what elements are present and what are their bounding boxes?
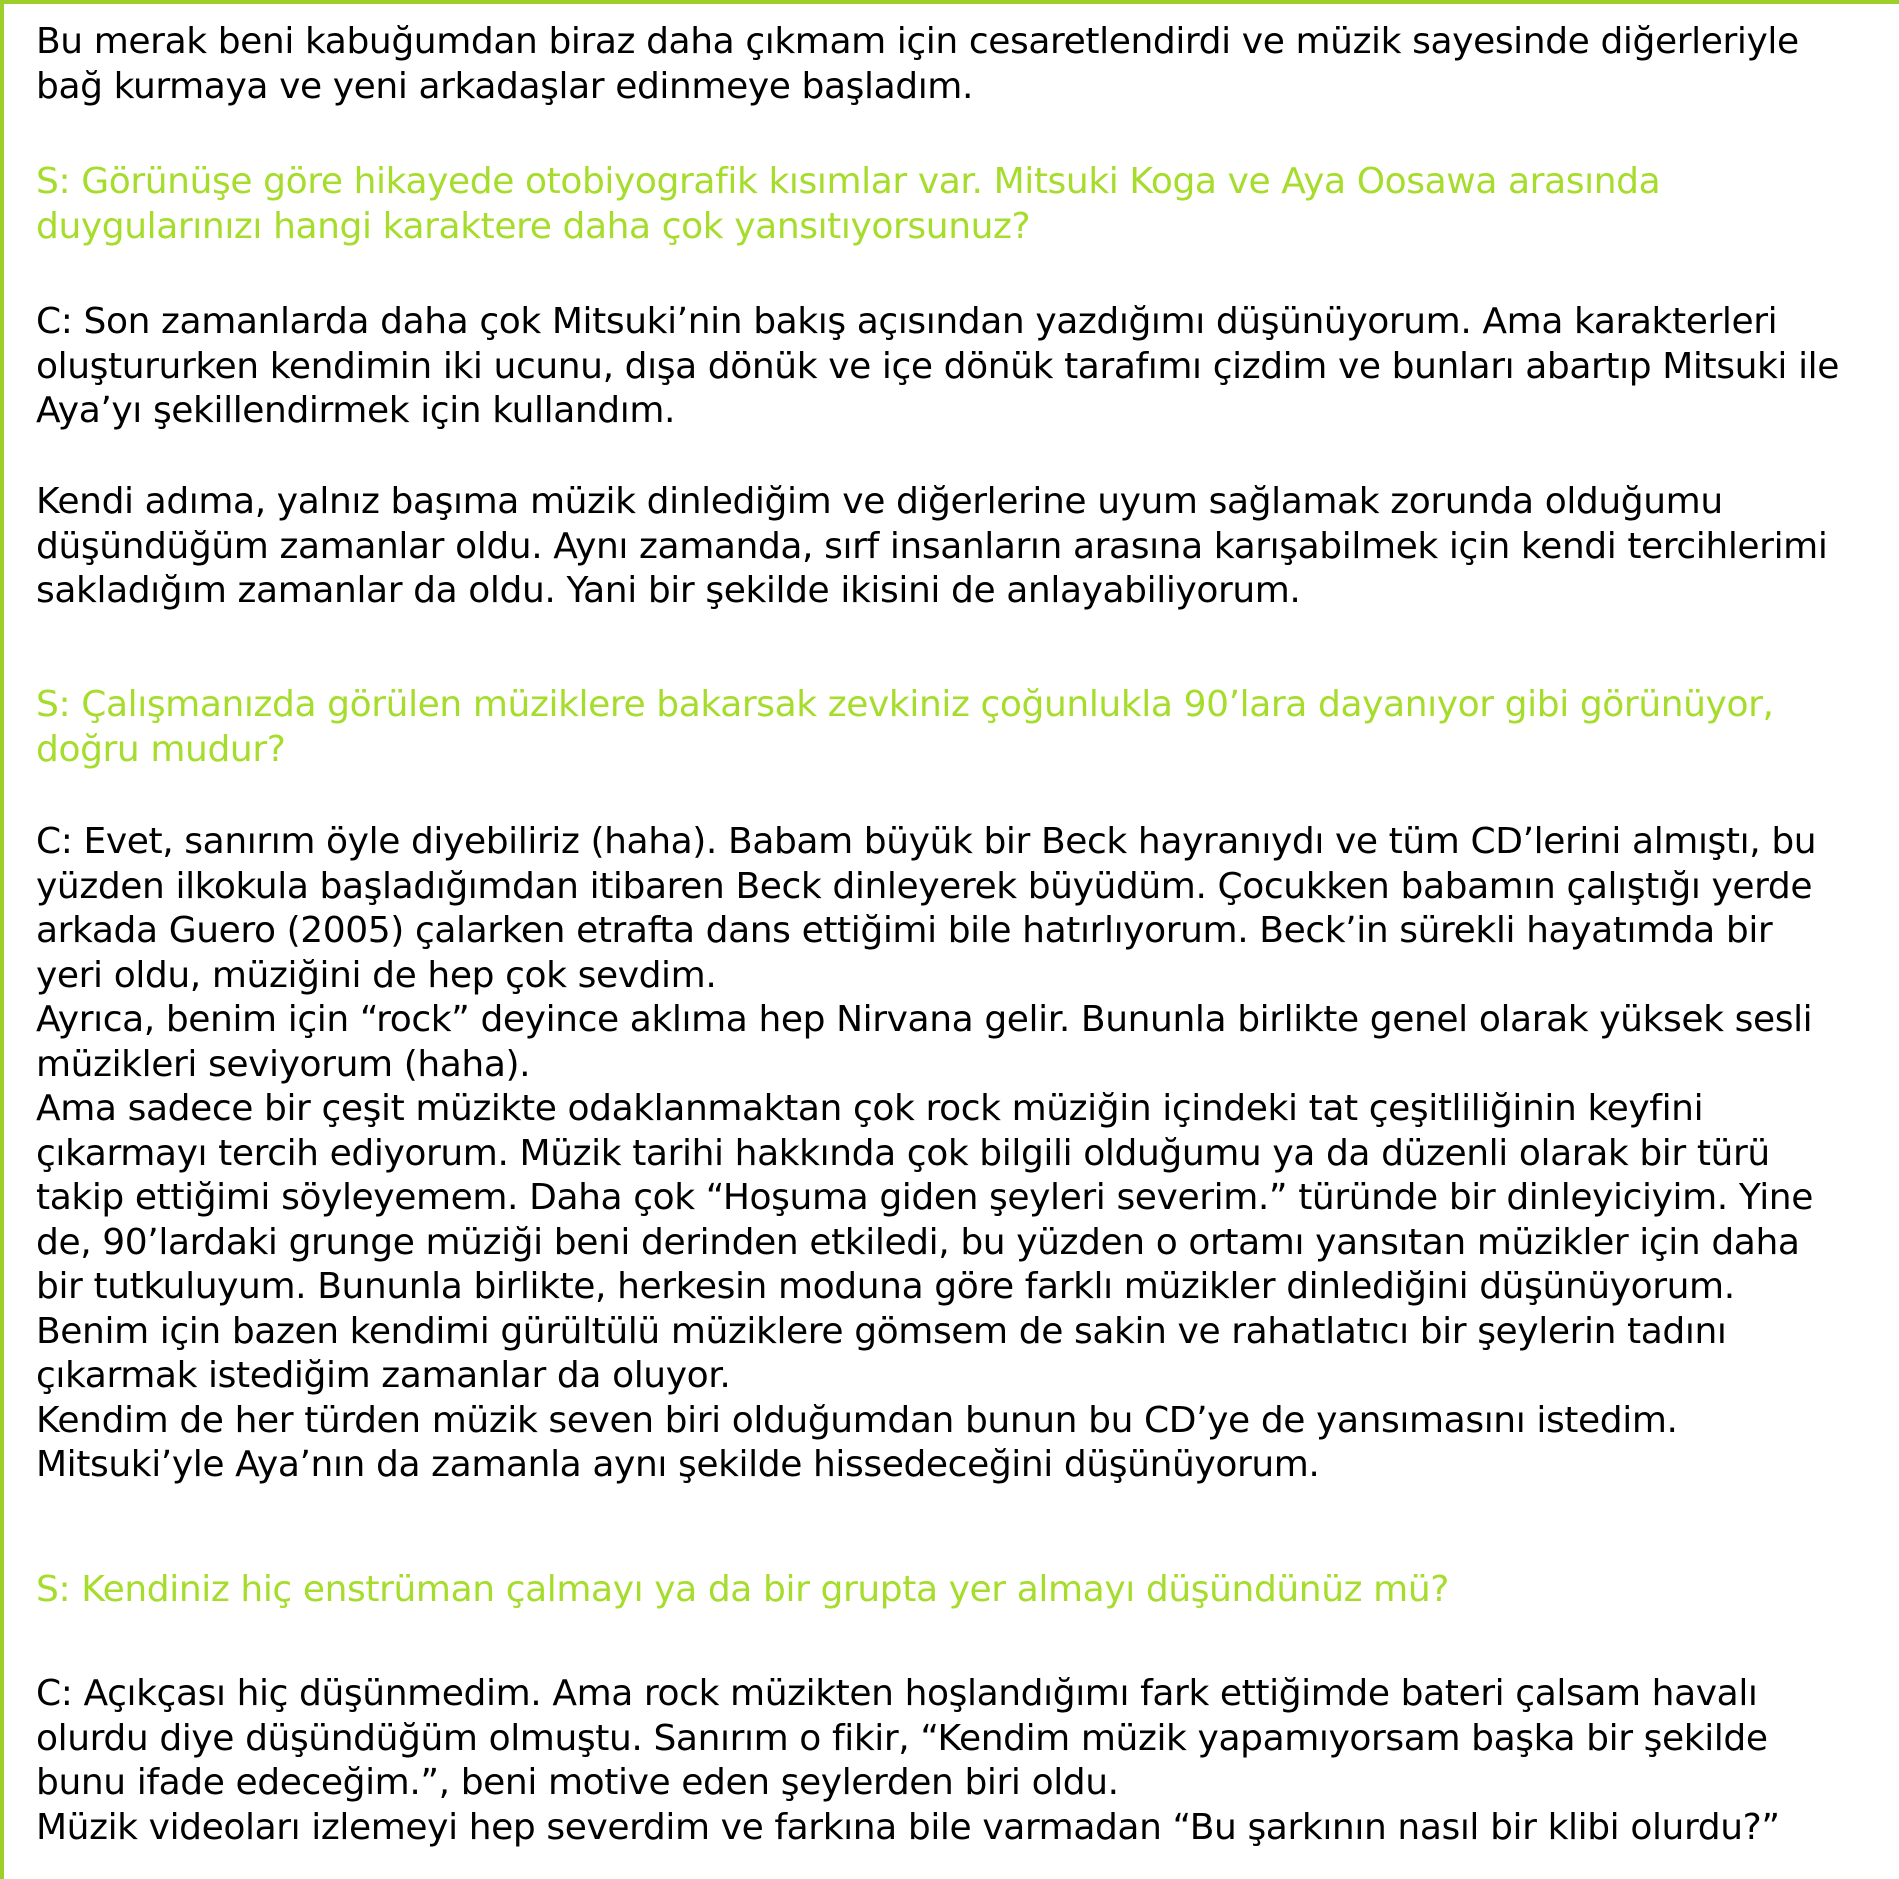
text-line: Aya’yı şekillendirmek için kullandım.	[36, 390, 676, 431]
answer-paragraph	[36, 480, 1881, 614]
text-line: olurdu diye düşündüğüm olmuştu. Sanırım o fikir, “Kendim müzik yapamıyorsam başka bir şekilde	[36, 1717, 1768, 1759]
text-line: yeri oldu, müziğini de hep çok sevdim.	[36, 954, 717, 996]
text-line: yüzden ilkokula başladığımdan itibaren Beck dinleyerek büyüdüm. Çocukken babamın çalıştığı yerde	[36, 865, 1813, 907]
text-line: çıkarmak istediğim zamanlar da oluyor.	[36, 1355, 731, 1396]
text-line: Bu merak beni kabuğumdan biraz daha çıkmam için cesaretlendirdi ve müzik sayesinde diğerleriyle	[36, 21, 1799, 62]
text-line: duygularınızı hangi karaktere daha çok yansıtıyorsunuz?	[36, 205, 1031, 247]
question-paragraph	[36, 1568, 1881, 1613]
top-border	[0, 0, 1899, 4]
text-line: oluştururken kendimin iki ucunu, dışa dönük ve içe dönük tarafımı çizdim ve bunları abartıp Mitsuki ile	[36, 345, 1840, 387]
text-line: C: Son zamanlarda daha çok Mitsuki’nin bakış açısından yazdığımı düşünüyorum. Ama karakterleri	[36, 301, 1778, 342]
text-line: takip ettiğimi söyleyemem. Daha çok “Hoşuma giden şeyleri severim.” türünde bir dinleyiciyim. Yine	[36, 1177, 1813, 1218]
answer-paragraph	[36, 20, 1881, 109]
text-line: Müzik videoları izlemeyi hep severdim ve farkına bile varmadan “Bu şarkının nasıl bir klibi olurdu?”	[36, 1806, 1780, 1848]
text-line: Kendim de her türden müzik seven biri olduğumdan bunun bu CD’ye de yansımasını istedim.	[36, 1399, 1678, 1441]
answer-paragraph	[36, 1672, 1881, 1850]
question-paragraph	[36, 160, 1881, 249]
left-border	[0, 0, 4, 1879]
text-line: Benim için bazen kendimi gürültülü müziklere gömsem de sakin ve rahatlatıcı bir şeylerin tadını	[36, 1310, 1727, 1352]
text-line: bağ kurmaya ve yeni arkadaşlar edinmeye başladım.	[36, 65, 974, 107]
text-line: C: Evet, sanırım öyle diyebiliriz (haha). Babam büyük bir Beck hayranıydı ve tüm CD’lerini almıştı, bu	[36, 821, 1817, 862]
text-line: çıkarmayı tercih ediyorum. Müzik tarihi hakkında çok bilgili olduğumu ya da düzenli olarak bir türü	[36, 1132, 1770, 1174]
text-line: müzikleri seviyorum (haha).	[36, 1043, 531, 1085]
text-line: düşündüğüm zamanlar oldu. Aynı zamanda, sırf insanların arasına karışabilmek için kendi tercihlerimi	[36, 525, 1828, 567]
text-line: Mitsuki’yle Aya’nın da zamanla aynı şekilde hissedeceğini düşünüyorum.	[36, 1444, 1320, 1485]
text-line: S: Görünüşe göre hikayede otobiyografik kısımlar var. Mitsuki Koga ve Aya Oosawa arasında	[36, 161, 1661, 202]
text-line: Ama sadece bir çeşit müzikte odaklanmaktan çok rock müziğin içindeki tat çeşitliliğinin keyfini	[36, 1088, 1704, 1129]
text-line: bir tutkuluyum. Bununla birlikte, herkesin moduna göre farklı müzikler dinlediğini düşünüyorum.	[36, 1266, 1735, 1307]
text-line: Ayrıca, benim için “rock” deyince aklıma hep Nirvana gelir. Bununla birlikte genel olarak yüksek sesli	[36, 999, 1813, 1040]
text-line: C: Açıkçası hiç düşünmedim. Ama rock müzikten hoşlandığımı fark ettiğimde bateri çalsam havalı	[36, 1673, 1758, 1714]
text-line: Kendi adıma, yalnız başıma müzik dinlediğim ve diğerlerine uyum sağlamak zorunda olduğumu	[36, 481, 1723, 522]
text-line: S: Kendiniz hiç enstrüman çalmayı ya da bir grupta yer almayı düşündünüz mü?	[36, 1569, 1449, 1610]
text-line: S: Çalışmanızda görülen müziklere bakarsak zevkiniz çoğunlukla 90’lara dayanıyor gibi görünüyor,	[36, 684, 1774, 725]
text-line: doğru mudur?	[36, 728, 286, 770]
text-line: de, 90’lardaki grunge müziği beni derinden etkiledi, bu yüzden o ortamı yansıtan müzikler için daha	[36, 1221, 1800, 1263]
answer-paragraph	[36, 820, 1881, 1488]
text-line: arkada Guero (2005) çalarken etrafta dans ettiğimi bile hatırlıyorum. Beck’in sürekli hayatımda bir	[36, 910, 1773, 951]
question-paragraph	[36, 683, 1881, 772]
answer-paragraph	[36, 300, 1881, 434]
text-line: bunu ifade edeceğim.”, beni motive eden şeylerden biri oldu.	[36, 1762, 1119, 1803]
text-line: sakladığım zamanlar da oldu. Yani bir şekilde ikisini de anlayabiliyorum.	[36, 570, 1301, 611]
